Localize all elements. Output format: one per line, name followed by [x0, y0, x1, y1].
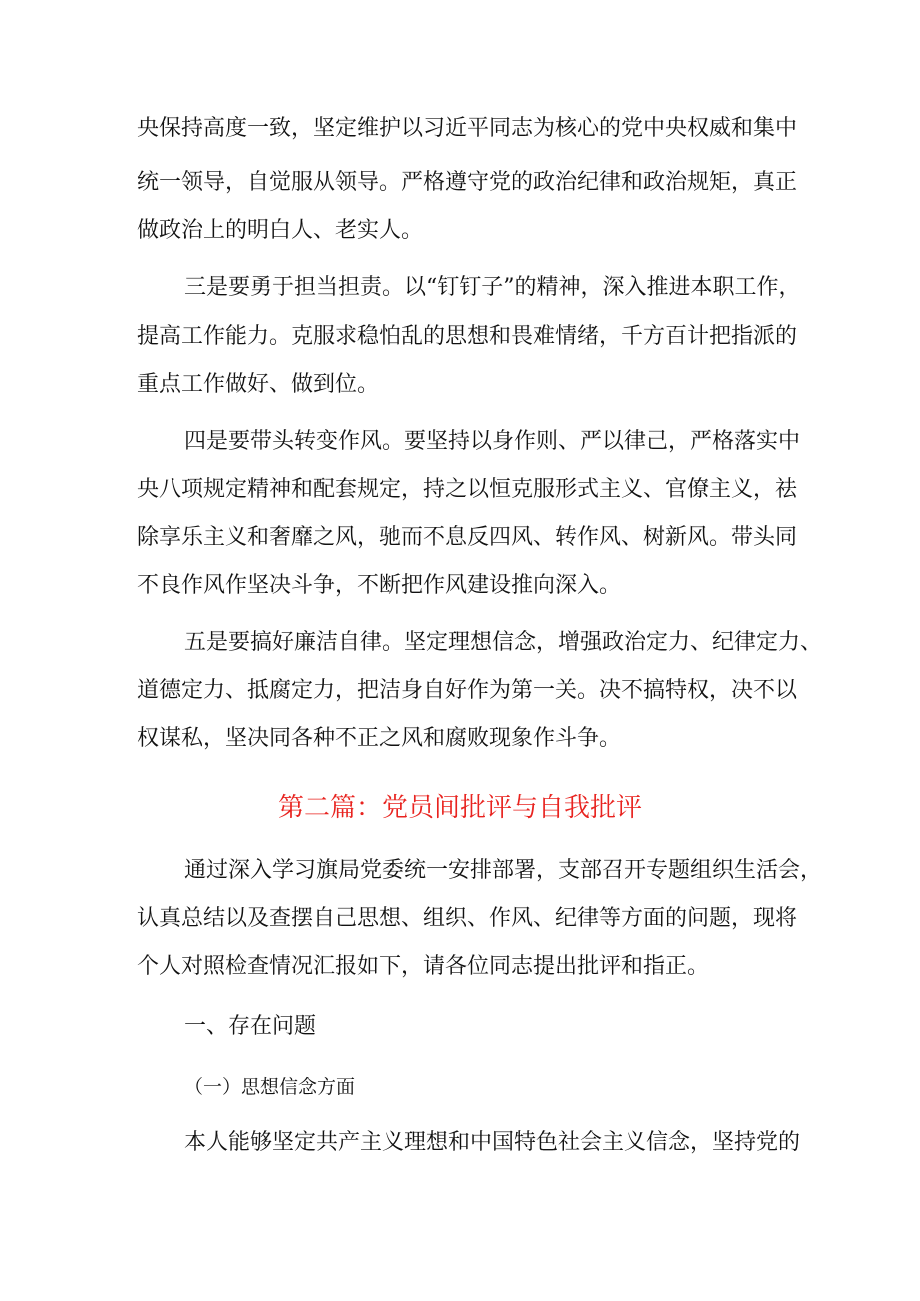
- paragraph-line: 统一领导，自觉服从领导。严格遵守党的政治纪律和政治规矩，真正: [137, 170, 798, 195]
- subsection-title: （一）思想信念方面: [184, 1076, 356, 1098]
- paragraph-line: 权谋私，坚决同各种不正之风和腐败现象作斗争。: [137, 726, 622, 751]
- paragraph-line: 通过深入学习旗局党委统一安排部署，支部召开专题组织生活会，: [184, 858, 823, 883]
- paragraph-line: 不良作风作坚决斗争，不断把作风建设推向深入。: [137, 573, 622, 598]
- paragraph-line: 三是要勇于担当担责。以“钉钉子”的精神，深入推进本职工作，: [184, 275, 801, 300]
- paragraph-line: 认真总结以及查摆自己思想、组织、作风、纪律等方面的问题，现将: [137, 906, 798, 931]
- paragraph-line: 央保持高度一致，坚定维护以习近平同志为核心的党中央权威和集中: [137, 116, 798, 141]
- paragraph-line: 除享乐主义和奢靡之风，驰而不息反四风、转作风、树新风。带头同: [137, 525, 798, 550]
- paragraph-line: 提高工作能力。克服求稳怕乱的思想和畏难情绪，千方百计把指派的: [137, 324, 798, 349]
- paragraph-line: 央八项规定精神和配套规定，持之以恒克服形式主义、官僚主义，祛: [137, 477, 798, 502]
- paragraph-line: 四是要带头转变作风。要坚持以身作则、严以律己，严格落实中: [184, 429, 801, 454]
- paragraph-line: 个人对照检查情况汇报如下，请各位同志提出批评和指正。: [137, 954, 710, 979]
- section-title: 一、存在问题: [184, 1014, 317, 1039]
- chapter-title: 第二篇：党员间批评与自我批评: [277, 793, 642, 823]
- paragraph-line: 重点工作做好、做到位。: [137, 372, 380, 397]
- paragraph-line: 道德定力、抵腐定力，把洁身自好作为第一关。决不搞特权，决不以: [137, 678, 798, 703]
- paragraph-line: 本人能够坚定共产主义理想和中国特色社会主义信念，坚持党的: [184, 1130, 801, 1155]
- paragraph-line: 做政治上的明白人、老实人。: [137, 218, 424, 243]
- paragraph-line: 五是要搞好廉洁自律。坚定理想信念，增强政治定力、纪律定力、: [184, 630, 823, 655]
